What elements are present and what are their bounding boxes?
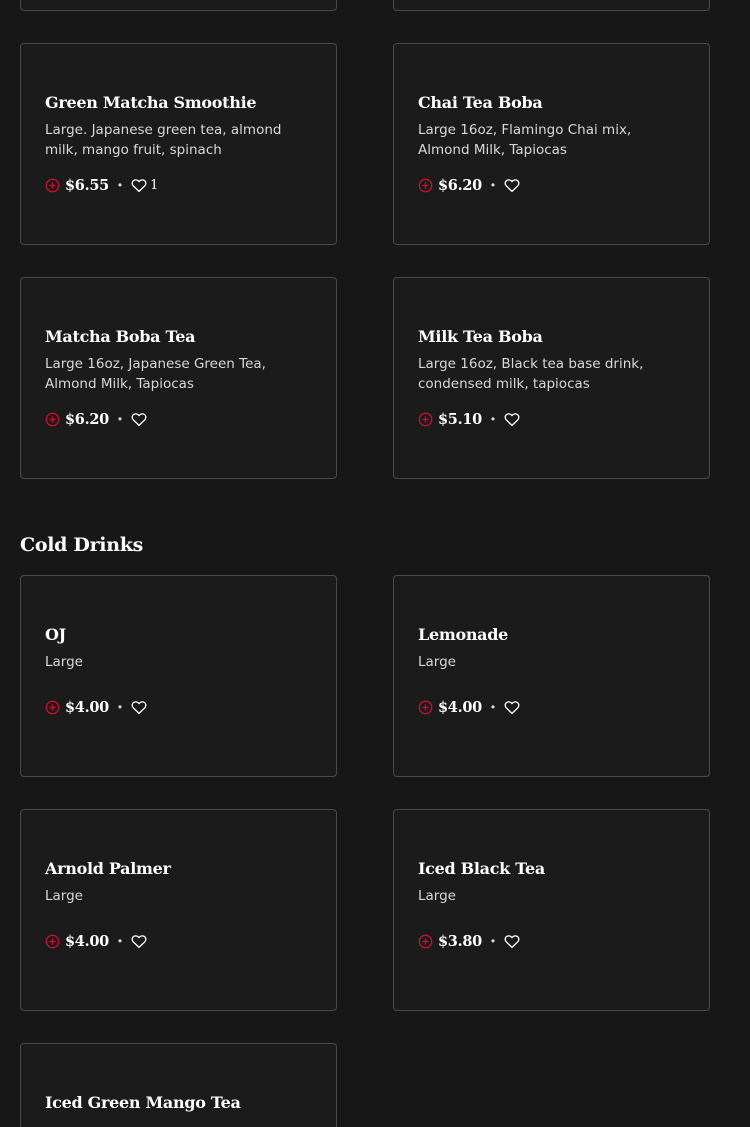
- plus-circle-icon[interactable]: [45, 178, 60, 193]
- separator-dot: •: [117, 934, 123, 948]
- menu-item-name: Matcha Boba Tea: [45, 327, 196, 346]
- heart-outline-icon[interactable]: [131, 934, 147, 949]
- heart-outline-icon[interactable]: [504, 700, 520, 715]
- menu-item-meta: [418, 176, 520, 194]
- separator-dot: •: [117, 178, 123, 192]
- menu-item-price: $6.20: [438, 176, 482, 194]
- heart-outline-icon[interactable]: [131, 700, 147, 715]
- menu-item-card[interactable]: [393, 43, 710, 245]
- menu-item-meta: [45, 932, 147, 950]
- menu-item-description: Large: [45, 888, 83, 904]
- like-count: 1: [150, 177, 159, 193]
- menu-item-meta: [45, 698, 147, 716]
- separator-dot: •: [117, 700, 123, 714]
- menu-item-card[interactable]: [20, 43, 337, 245]
- heart-outline-icon[interactable]: [504, 178, 520, 193]
- menu-item-card[interactable]: [393, 809, 710, 1011]
- heart-outline-icon[interactable]: [504, 934, 520, 949]
- menu-item-description: Large 16oz, Japanese Green Tea, Almond Milk, Tapiocas: [45, 356, 266, 392]
- menu-item-name: Arnold Palmer: [45, 859, 171, 878]
- separator-dot: •: [490, 412, 496, 426]
- menu-item-name: Iced Green Mango Tea: [45, 1093, 241, 1112]
- separator-dot: •: [490, 700, 496, 714]
- menu-item-card[interactable]: [20, 277, 337, 479]
- menu-item-meta: [418, 698, 520, 716]
- menu-item-card[interactable]: [20, 575, 337, 777]
- heart-outline-icon[interactable]: [131, 412, 147, 427]
- plus-circle-icon[interactable]: [45, 934, 60, 949]
- menu-item-price: $5.10: [438, 410, 482, 428]
- menu-item-price: $4.00: [65, 698, 109, 716]
- menu-item-card[interactable]: [393, 277, 710, 479]
- plus-circle-icon[interactable]: [418, 700, 433, 715]
- menu-item-card[interactable]: [393, 575, 710, 777]
- separator-dot: •: [490, 178, 496, 192]
- menu-item-price: $4.00: [438, 698, 482, 716]
- menu-item-price: $6.20: [65, 410, 109, 428]
- menu-item-meta: [418, 410, 520, 428]
- separator-dot: •: [117, 412, 123, 426]
- plus-circle-icon[interactable]: [418, 178, 433, 193]
- menu-item-name: Iced Black Tea: [418, 859, 545, 878]
- plus-circle-icon[interactable]: [418, 934, 433, 949]
- menu-item-price: $6.55: [65, 176, 109, 194]
- menu-item-name: Milk Tea Boba: [418, 327, 543, 346]
- heart-outline-icon[interactable]: [504, 412, 520, 427]
- menu-item-description: Large. Japanese green tea, almond milk, mango fruit, spinach: [45, 122, 282, 158]
- menu-item-name: OJ: [45, 625, 66, 644]
- menu-item-name: Green Matcha Smoothie: [45, 93, 257, 112]
- menu-item-description: Large: [418, 654, 456, 670]
- menu-item-price: $4.00: [65, 932, 109, 950]
- plus-circle-icon[interactable]: [45, 700, 60, 715]
- menu-item-meta: [418, 932, 520, 950]
- plus-circle-icon[interactable]: [45, 412, 60, 427]
- plus-circle-icon[interactable]: [418, 412, 433, 427]
- heart-outline-icon[interactable]: [131, 178, 147, 193]
- menu-item-meta: [45, 176, 158, 194]
- section-title-cold-drinks: Cold Drinks: [20, 534, 143, 556]
- menu-item-name: Lemonade: [418, 625, 508, 644]
- menu-item-price: $3.80: [438, 932, 482, 950]
- separator-dot: •: [490, 934, 496, 948]
- menu-item-name: Chai Tea Boba: [418, 93, 543, 112]
- menu-item-card[interactable]: [20, 809, 337, 1011]
- menu-item-meta: [45, 410, 147, 428]
- menu-item-card-partial[interactable]: [20, 0, 337, 11]
- menu-item-description: Large 16oz, Black tea base drink, condensed milk, tapiocas: [418, 356, 644, 392]
- menu-item-description: Large: [418, 888, 456, 904]
- menu-item-card-partial[interactable]: [393, 0, 710, 11]
- menu-item-description: Large: [45, 654, 83, 670]
- menu-item-description: Large 16oz, Flamingo Chai mix, Almond Milk, Tapiocas: [418, 122, 632, 158]
- menu-item-card[interactable]: [20, 1043, 337, 1127]
